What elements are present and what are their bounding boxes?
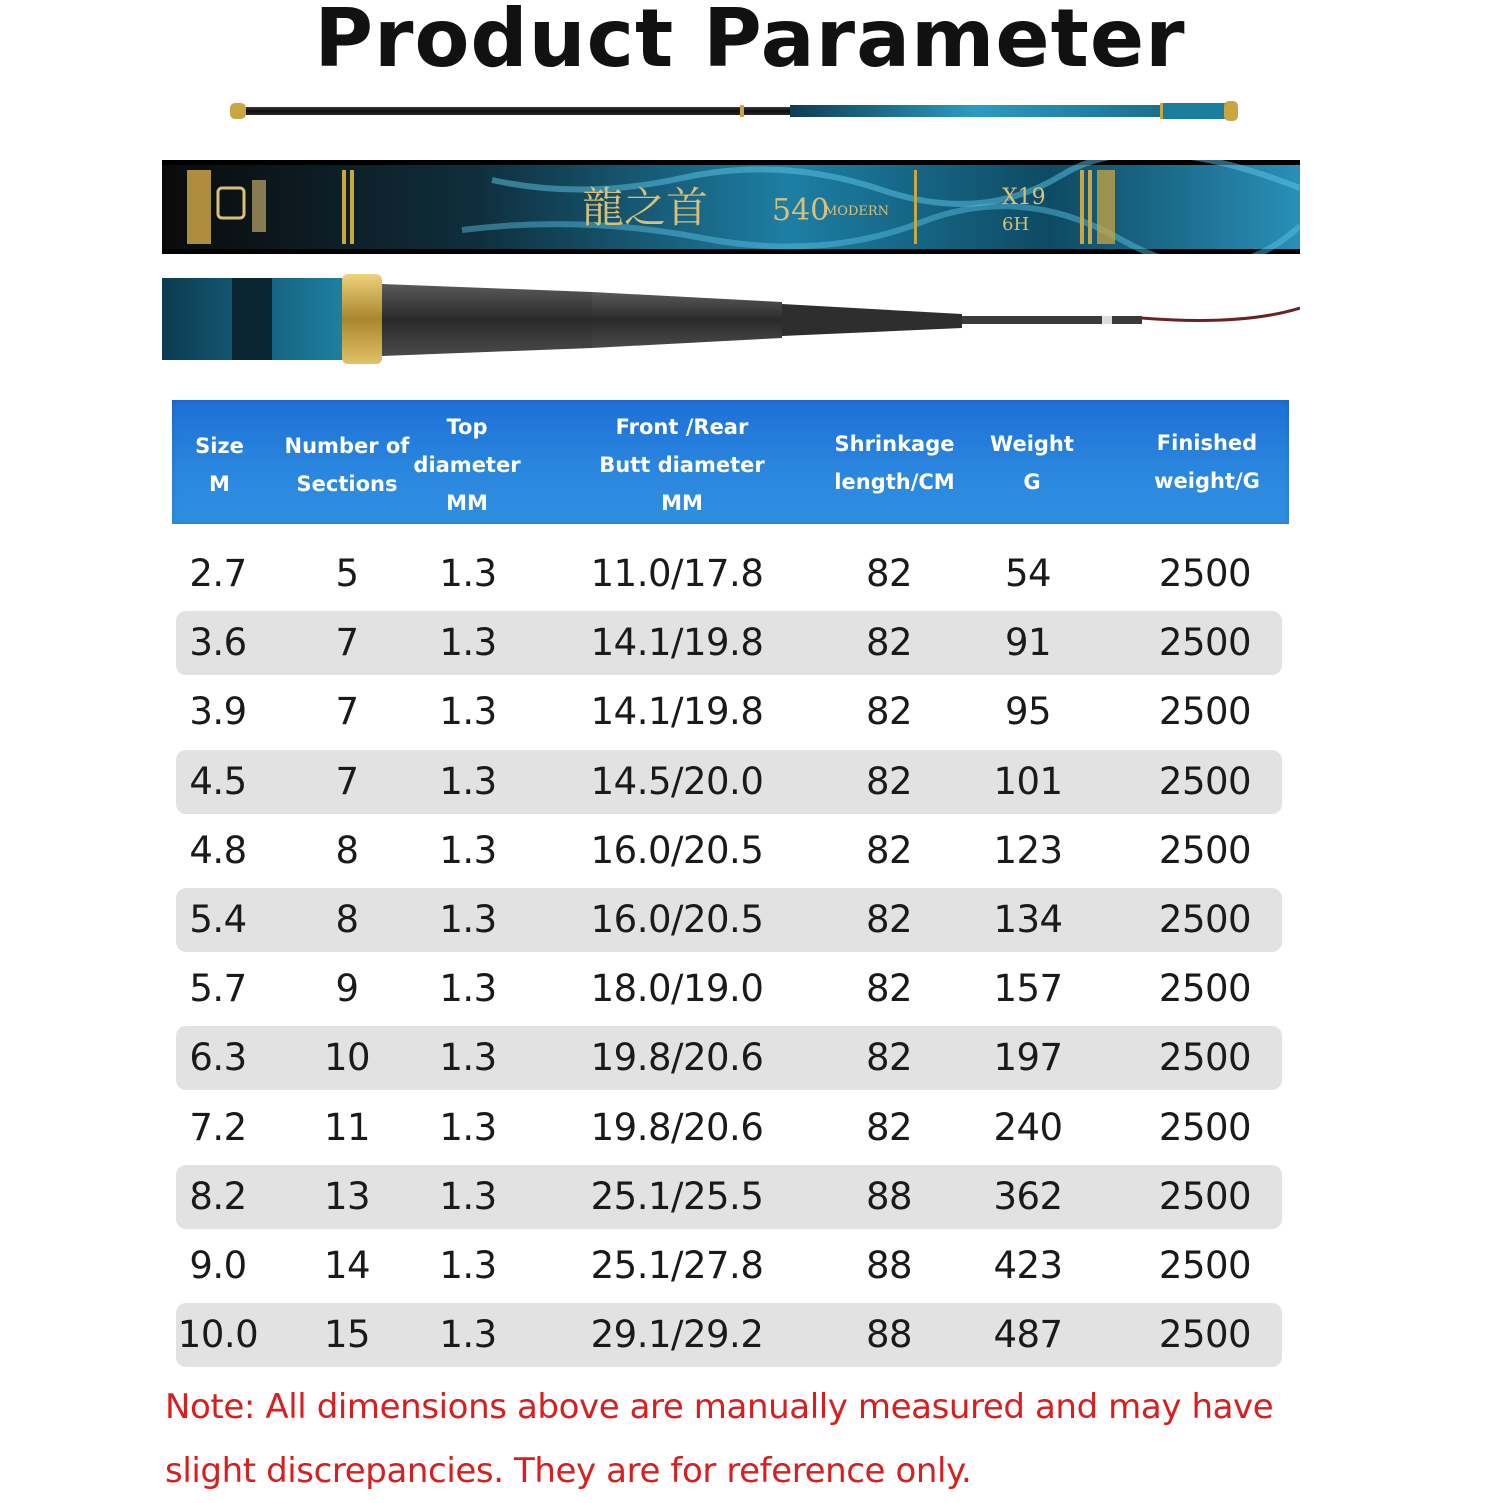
- rod-band-hanzi: 龍之首: [582, 183, 709, 232]
- cell-finished-weight: 2500: [1158, 760, 1252, 803]
- cell-size: 10.0: [177, 1313, 259, 1356]
- cell-sections: 8: [335, 829, 359, 872]
- cell-top-diameter: 1.3: [439, 1036, 497, 1079]
- cell-weight: 487: [993, 1313, 1063, 1356]
- rod-band-spec: X19: [1002, 185, 1046, 210]
- cell-sections: 7: [335, 690, 359, 733]
- cell-butt-diameter: 14.1/19.8: [590, 621, 764, 664]
- cell-shrinkage: 82: [865, 1036, 913, 1079]
- rod-band-model: 540: [772, 193, 830, 228]
- cell-sections: 8: [335, 898, 359, 941]
- header-finished-weight: Finished weight/G: [1154, 431, 1260, 493]
- cell-size: 7.2: [189, 1106, 247, 1149]
- cell-top-diameter: 1.3: [439, 621, 497, 664]
- cell-size: 9.0: [189, 1244, 247, 1287]
- cell-size: 3.9: [189, 690, 247, 733]
- cell-size: 3.6: [189, 621, 247, 664]
- cell-weight: 54: [1004, 552, 1052, 595]
- cell-sections: 5: [335, 552, 359, 595]
- cell-size: 8.2: [189, 1175, 247, 1218]
- rod-label-closeup-image: [162, 160, 1300, 254]
- table-row: [176, 680, 1282, 744]
- cell-size: 5.7: [189, 967, 247, 1010]
- fishing-rod-full-image: [230, 98, 1240, 124]
- cell-size: 2.7: [189, 552, 247, 595]
- header-shrinkage: Shrinkage length/CM: [834, 432, 955, 494]
- cell-top-diameter: 1.3: [439, 967, 497, 1010]
- cell-butt-diameter: 19.8/20.6: [590, 1106, 764, 1149]
- cell-sections: 7: [335, 621, 359, 664]
- table-row: [176, 1303, 1282, 1367]
- cell-weight: 197: [993, 1036, 1063, 1079]
- cell-finished-weight: 2500: [1158, 552, 1252, 595]
- rod-band-modern: MODERN: [824, 204, 890, 219]
- cell-shrinkage: 82: [865, 760, 913, 803]
- cell-butt-diameter: 18.0/19.0: [590, 967, 764, 1010]
- table-row: [176, 1096, 1282, 1160]
- cell-butt-diameter: 25.1/25.5: [590, 1175, 764, 1218]
- header-sections: Number of Sections: [284, 434, 410, 496]
- header-top-diameter: Top diameter MM: [413, 415, 521, 515]
- cell-weight: 95: [1004, 690, 1052, 733]
- cell-finished-weight: 2500: [1158, 1244, 1252, 1287]
- cell-top-diameter: 1.3: [439, 1313, 497, 1356]
- cell-shrinkage: 82: [865, 898, 913, 941]
- cell-finished-weight: 2500: [1158, 1175, 1252, 1218]
- cell-shrinkage: 82: [865, 552, 913, 595]
- cell-sections: 11: [323, 1106, 371, 1149]
- cell-shrinkage: 82: [865, 967, 913, 1010]
- cell-weight: 362: [993, 1175, 1063, 1218]
- cell-weight: 157: [993, 967, 1063, 1010]
- cell-sections: 9: [335, 967, 359, 1010]
- cell-butt-diameter: 11.0/17.8: [590, 552, 764, 595]
- cell-butt-diameter: 19.8/20.6: [590, 1036, 764, 1079]
- cell-weight: 134: [993, 898, 1063, 941]
- cell-butt-diameter: 16.0/20.5: [590, 898, 764, 941]
- cell-shrinkage: 82: [865, 829, 913, 872]
- rod-band-tone: 6H: [1002, 214, 1030, 235]
- cell-shrinkage: 88: [865, 1244, 913, 1287]
- cell-weight: 123: [993, 829, 1063, 872]
- cell-finished-weight: 2500: [1158, 898, 1252, 941]
- cell-weight: 91: [1004, 621, 1052, 664]
- cell-top-diameter: 1.3: [439, 690, 497, 733]
- cell-finished-weight: 2500: [1158, 1313, 1252, 1356]
- table-row: [176, 542, 1282, 606]
- table-row: [176, 750, 1282, 814]
- cell-sections: 13: [323, 1175, 371, 1218]
- cell-finished-weight: 2500: [1158, 1036, 1252, 1079]
- table-row: [176, 1234, 1282, 1298]
- table-row: [176, 888, 1282, 952]
- cell-sections: 10: [323, 1036, 371, 1079]
- cell-butt-diameter: 14.5/20.0: [590, 760, 764, 803]
- cell-sections: 14: [323, 1244, 371, 1287]
- cell-butt-diameter: 29.1/29.2: [590, 1313, 764, 1356]
- cell-size: 4.8: [189, 829, 247, 872]
- cell-sections: 15: [323, 1313, 371, 1356]
- cell-butt-diameter: 16.0/20.5: [590, 829, 764, 872]
- cell-finished-weight: 2500: [1158, 829, 1252, 872]
- cell-weight: 240: [993, 1106, 1063, 1149]
- table-row: [176, 819, 1282, 883]
- cell-butt-diameter: 14.1/19.8: [590, 690, 764, 733]
- cell-size: 5.4: [189, 898, 247, 941]
- cell-finished-weight: 2500: [1158, 1106, 1252, 1149]
- cell-finished-weight: 2500: [1158, 690, 1252, 733]
- cell-shrinkage: 82: [865, 1106, 913, 1149]
- measurement-note: Note: All dimensions above are manually measured and may have slight discrepancies. They are for reference only.: [165, 1387, 1274, 1491]
- cell-sections: 7: [335, 760, 359, 803]
- cell-top-diameter: 1.3: [439, 829, 497, 872]
- table-row: [176, 1026, 1282, 1090]
- cell-finished-weight: 2500: [1158, 967, 1252, 1010]
- cell-top-diameter: 1.3: [439, 760, 497, 803]
- table-row: [176, 957, 1282, 1021]
- cell-finished-weight: 2500: [1158, 621, 1252, 664]
- cell-top-diameter: 1.3: [439, 1244, 497, 1287]
- cell-shrinkage: 88: [865, 1175, 913, 1218]
- table-row: [176, 611, 1282, 675]
- table-row: [176, 1165, 1282, 1229]
- cell-top-diameter: 1.3: [439, 1175, 497, 1218]
- rod-handle-closeup-image: [162, 270, 1300, 370]
- cell-shrinkage: 82: [865, 621, 913, 664]
- header-weight: Weight G: [990, 432, 1074, 494]
- cell-top-diameter: 1.3: [439, 1106, 497, 1149]
- header-butt-diameter: Front /Rear Butt diameter MM: [599, 415, 765, 515]
- cell-butt-diameter: 25.1/27.8: [590, 1244, 764, 1287]
- cell-shrinkage: 88: [865, 1313, 913, 1356]
- cell-top-diameter: 1.3: [439, 552, 497, 595]
- cell-weight: 423: [993, 1244, 1063, 1287]
- header-size: Size M: [195, 434, 244, 496]
- table-header: [172, 400, 1289, 524]
- cell-size: 6.3: [189, 1036, 247, 1079]
- cell-size: 4.5: [189, 760, 247, 803]
- cell-weight: 101: [993, 760, 1063, 803]
- cell-shrinkage: 82: [865, 690, 913, 733]
- cell-top-diameter: 1.3: [439, 898, 497, 941]
- page-title: Product Parameter: [314, 0, 1186, 85]
